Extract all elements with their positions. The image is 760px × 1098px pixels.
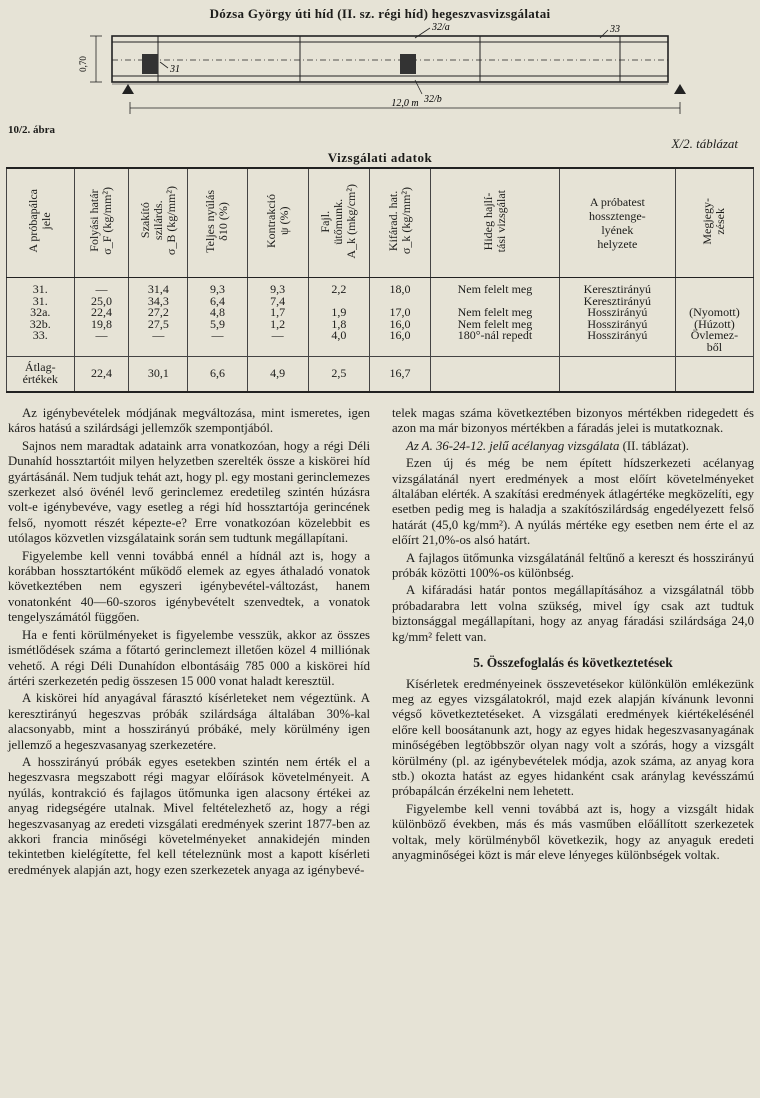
support-left-icon <box>122 84 134 94</box>
subheading-paragraph <box>392 439 754 454</box>
label-31: 31 <box>170 64 180 75</box>
table-row: 32a. 22,4 27,2 4,8 1,7 1,9 17,0 Nem felelt meg Hosszirányú (Nyomott) <box>7 307 754 319</box>
header-yield: Folyási határ σ_F (kg/mm²) <box>74 168 129 278</box>
paragraph: A kiskörei híd anyagával fárasztó kísérleteket nem végeztünk. A keresztirányú hegeszvas próbák szilárdsága általában 30%-kal alacsonyabb, mint a hosszirányú próbáké, mely körülmény igen jellemző a hegeszvasanyag szerkezetére. <box>8 691 370 752</box>
header-impact: Fajl. ütőmunk. A_k (mkg/cm²) <box>308 168 369 278</box>
paragraph: telek magas száma következtében bizonyos mértékben ridegedett és azon ma már bizonyos mértékben a fáradás jelei is mutatkoznak. <box>392 406 754 436</box>
paragraph: Az igénybevételek módjának megváltozása, mint ismeretes, igen káros hatású a szilárdsági jellemzők szempontjából. <box>8 406 370 436</box>
paragraph: Ha e fenti körülményeket is figyelembe vesszük, akkor az összes ismétlődések száma a főtartó gerinclemezt illetően közel 4 milliónak vehető. A régi Déli Dunahídon elbontásáig 785 000 a kiskörei híd ártéri szerkezetén pedig összesen 15 000 vonat haladt keresztül. <box>8 627 370 688</box>
table-number: X/2. táblázat <box>671 136 738 151</box>
section-title: 5. Összefoglalás és következtetések <box>473 655 673 671</box>
label-32b: 32/b <box>424 94 442 105</box>
table-row: 32b. 19,8 27,5 5,9 1,2 1,8 16,0 Nem felelt meg Hosszirányú (Húzott) <box>7 319 754 331</box>
paragraph: Ezen új és még be nem épített hídszerkezeti acélanyag vizsgálatánál nyert eredmények a most előírt követelményeket általában elérték. A szakítási eredmények átlagértéke megközelíti, egy esetben pedig meg is haladja a szakítószilárdság engedélyezett felső határát (45,0 kg/mm²). A nyúlás mértéke egy esetben nem érte el az előírt 21,0%-os alsó határt. <box>392 456 754 548</box>
specimen-31-mark <box>142 54 158 74</box>
paragraph: Figyelembe kell venni továbbá azt is, hogy a vizsgált hidak különböző években, más és más vasműben előállított szerkezetek voltak, mely körülményből következik, hogy az anyaguk eredeti anyagminőségei közt is már eleve lényeges különbségek voltak. <box>392 801 754 862</box>
span-label: 12,0 m <box>391 98 419 109</box>
header-tensile: Szakító szilárds. σ_B (kg/mm²) <box>129 168 188 278</box>
table-row: 31. 25,0 34,3 6,4 7,4 Keresztirányú <box>7 296 754 308</box>
header-specimen: A próbapálca jele <box>7 168 75 278</box>
left-column <box>8 406 370 878</box>
dim-height-label: 0,70 <box>78 56 88 72</box>
figure-title: Dózsa György úti híd (II. sz. régi híd) hegeszvasvizsgálatai <box>209 6 551 21</box>
beam-outline <box>112 36 668 82</box>
table-row: 33. — — — — 4,0 16,0 180°-nál repedt Hosszirányú Övlemez- ből <box>7 330 754 356</box>
label-32a: 32/a <box>432 22 450 33</box>
header-fatigue: Kifárad. hat. σ_k (kg/mm²) <box>369 168 430 278</box>
figure-caption: 10/2. ábra <box>8 124 56 136</box>
specimen-32-mark <box>400 54 416 74</box>
table-row: 31. — 31,4 9,3 9,3 2,2 18,0 Nem felelt meg Keresztirányú <box>7 278 754 296</box>
header-notes: Megjegy- zések <box>675 168 753 278</box>
paragraph: A kifáradási határ pontos megállapításához a vizsgálatnál több próbadarabra lett volna szükség, mivel így csak azt tudtuk biztonsággal megállapítani, hogy az anyag fáradási szilárdsága 24,0 kg/mm² felett van. <box>392 583 754 644</box>
header-axis-position: A próbatest hossztenge- lyének helyzete <box>559 168 675 278</box>
header-bend: Hideg hajlí- tási vizsgálat <box>431 168 560 278</box>
paragraph: Sajnos nem maradtak adataink arra vonatkozóan, hogy a régi Déli Dunahíd hossztartóit milyen helyzetben szerelték össze a kiskörei híd gyártásánál. Nem tudjuk tehát azt, hogy pl. egy mostani gerinclemezes szerkezet alsó övénél levő gerinclemez eredetileg szintén húzásra volt-e igénybevéve, vagy esetleg a régi híd hossztartója gerincének felső, nyomott részét képezte-e? Erre vonatkozóan közelebbit es utólagos közvetlen vizsgálataink során sem tudtunk megállapítani. <box>8 438 370 546</box>
test-data-table <box>6 167 754 393</box>
table-row-average: Átlag- értékek 22,4 30,1 6,6 4,9 2,5 16,7 <box>7 356 754 392</box>
header-elongation: Teljes nyúlás δ10 (%) <box>188 168 247 278</box>
header-contraction: Kontrakció ψ (%) <box>247 168 308 278</box>
paragraph: Figyelembe kell venni továbbá ennél a hídnál azt is, hogy a korábban hossztartóként működő elemek az egyes áthaladó vonatok következtében nem egyszeri igénybevétel-változást, hanem vonatonként 40—60-szoros igénybevételt szenvedtek, a vonatok tengelyszámától függően. <box>8 548 370 625</box>
paragraph: A hosszirányú próbák egyes esetekben szintén nem érték el a hegeszvasra megszabott régi magyar előírások követelményeit. A nyúlás, kontrakció és fajlagos ütőmunka igen alacsony értékei az anyag ridegségére utalnak. Mivel feltételezhető az, hogy a régi hegeszvasanyag az eredeti vizsgálati eredmények szerint 1877-ben az akkori francia minőségi követelményeket annakidején minden tekintetben kielégítette, fel kell tételeznünk most a kapott kísérleti eredmények alapján azt, hogy ezen szerkezetek anyaga az igénybevé- <box>8 754 370 877</box>
table-title: Vizsgálati adatok <box>327 150 433 165</box>
label-33: 33 <box>610 24 620 35</box>
body-text <box>8 406 754 878</box>
paragraph: Kísérletek eredményeinek összevetésekor különkülön emlékezünk meg az egyes vizsgálatokról, majd ezek alapján kívánunk levonni végső következtetéseket. A vizsgálati eredmények kiértékelésénél előre kell boosátanunk azt, hogy az egyes hidak hegeszvasanyagának minőségében legtöbbször olyan nagy volt a szórás, hogy a vizsgált körülmény (pl. az igénybevételek módja, azok száma, az anyag kora stb.) okozta hatást az egyes hidanként csak aránylag kevésszámú próbapálcán érzékelni nem lehetett. <box>392 676 754 799</box>
right-column <box>392 406 754 878</box>
italic-subheading: Az A. 36-24-12. jelű acélanyag vizsgálata <box>406 438 620 453</box>
support-right-icon <box>674 84 686 94</box>
subheading-tail: (II. táblázat). <box>619 438 690 453</box>
paragraph: A fajlagos ütőmunka vizsgálatánál feltűnő a kereszt és hosszirányú próbák közötti 100%-os különbség. <box>392 550 754 581</box>
beam-diagram <box>60 22 750 122</box>
